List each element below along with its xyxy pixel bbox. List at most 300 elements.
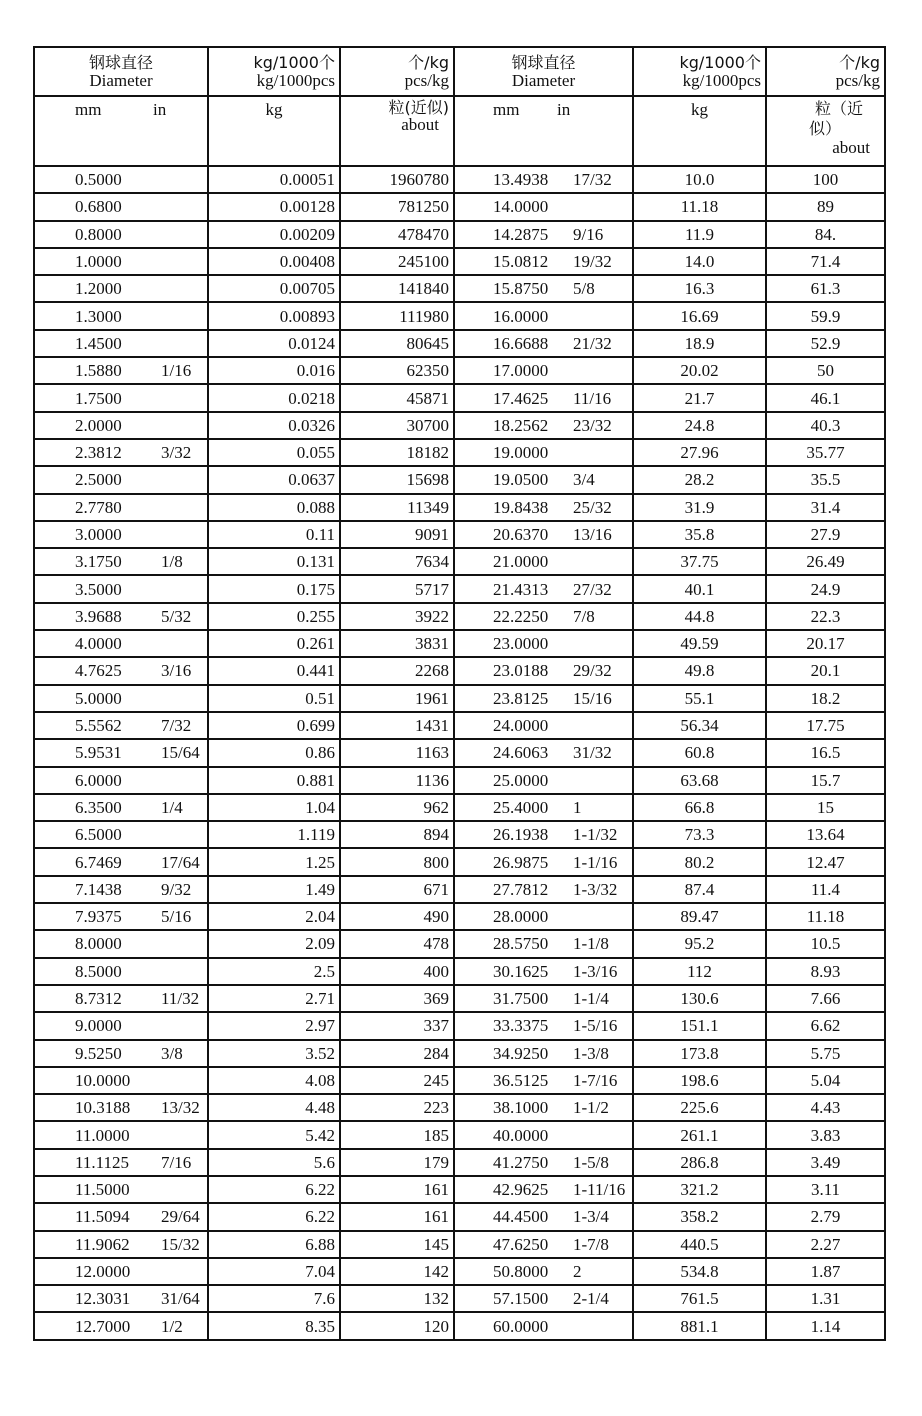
unit-diameter-right: [454, 96, 633, 166]
cell-diameter: [454, 930, 633, 957]
count-pcs: 781250: [398, 197, 449, 217]
table-row: [34, 1312, 885, 1339]
diameter-in: 17/32: [573, 170, 612, 190]
weight-kg: 11.18: [680, 197, 719, 217]
cell-count: [766, 630, 885, 657]
weight-kg: 4.08: [305, 1070, 335, 1090]
cell-weight: [633, 521, 766, 548]
diameter-in: 19/32: [573, 252, 612, 272]
weight-kg: 2.71: [305, 989, 335, 1009]
cell-count: [766, 466, 885, 493]
count-pcs: 52.9: [810, 333, 841, 353]
count-pcs: 15: [817, 797, 834, 817]
count-pcs: 100: [812, 170, 839, 190]
weight-kg: 0.0326: [288, 415, 335, 435]
cell-count: [340, 330, 454, 357]
cell-diameter: [454, 1258, 633, 1285]
unit-count-left: [340, 96, 454, 166]
diameter-mm: 42.9625: [493, 1180, 549, 1200]
cell-count: [766, 384, 885, 411]
cell-count: [340, 1121, 454, 1148]
diameter-in: 9/32: [161, 879, 192, 899]
diameter-mm: 15.0812: [493, 252, 549, 272]
weight-kg: 261.1: [680, 1125, 719, 1145]
cell-diameter: [34, 439, 208, 466]
cell-weight: [208, 712, 340, 739]
diameter-mm: 11.9062: [75, 1234, 130, 1254]
table-row: [34, 1203, 885, 1230]
diameter-in: 1-5/16: [573, 1016, 618, 1036]
cell-weight: [633, 685, 766, 712]
diameter-mm: 11.5094: [75, 1207, 130, 1227]
weight-kg: 321.2: [680, 1180, 719, 1200]
cell-diameter: [454, 248, 633, 275]
count-pcs: 369: [423, 989, 449, 1009]
cell-weight: [208, 494, 340, 521]
cell-count: [340, 739, 454, 766]
count-pcs: 3.83: [810, 1125, 841, 1145]
header-weight-right: [633, 47, 766, 96]
cell-count: [340, 1203, 454, 1230]
cell-diameter: [34, 876, 208, 903]
cell-count: [340, 1067, 454, 1094]
header-diameter-en: Diameter: [89, 70, 153, 90]
table-row: [34, 630, 885, 657]
cell-weight: [633, 330, 766, 357]
cell-diameter: [454, 330, 633, 357]
cell-weight: [208, 521, 340, 548]
count-pcs: 3.11: [810, 1180, 841, 1200]
header-diameter-cn: 钢球直径: [511, 52, 576, 72]
weight-kg: 881.1: [680, 1316, 719, 1336]
weight-kg: 11.9: [684, 224, 715, 244]
diameter-mm: 20.6370: [493, 525, 549, 544]
diameter-in: 29/64: [161, 1207, 200, 1227]
cell-count: [340, 575, 454, 602]
table-row: [34, 876, 885, 903]
table-row: [34, 603, 885, 630]
table-row: [34, 166, 885, 193]
weight-kg: 0.016: [296, 361, 335, 381]
header-weight-cn: kg/1000个: [253, 52, 335, 72]
weight-kg: 0.00893: [279, 306, 335, 326]
cell-count: [340, 521, 454, 548]
weight-kg: 761.5: [680, 1289, 719, 1309]
cell-diameter: [34, 848, 208, 875]
count-pcs: 12.47: [806, 852, 845, 872]
weight-kg: 0.255: [296, 606, 335, 626]
cell-diameter: [454, 1231, 633, 1258]
cell-weight: [633, 794, 766, 821]
weight-kg: 0.131: [296, 552, 335, 572]
unit-kg: kg: [265, 100, 283, 119]
cell-diameter: [454, 685, 633, 712]
cell-weight: [208, 221, 340, 248]
cell-count: [340, 958, 454, 985]
diameter-in: 29/32: [573, 661, 612, 681]
weight-kg: 173.8: [680, 1043, 719, 1063]
unit-mm: mm: [493, 100, 520, 119]
cell-diameter: [454, 1040, 633, 1067]
count-pcs: 50: [817, 361, 834, 381]
cell-count: [340, 1258, 454, 1285]
cell-count: [340, 439, 454, 466]
cell-count: [766, 767, 885, 794]
cell-count: [766, 1012, 885, 1039]
diameter-mm: 17.4625: [493, 388, 549, 408]
weight-kg: 56.34: [680, 716, 719, 736]
count-pcs: 962: [423, 797, 449, 817]
cell-weight: [633, 548, 766, 575]
weight-kg: 0.088: [296, 497, 335, 517]
cell-weight: [633, 1121, 766, 1148]
header-count-left: [340, 47, 454, 96]
table-row: [34, 657, 885, 684]
cell-weight: [208, 275, 340, 302]
weight-kg: 2.09: [305, 934, 335, 954]
cell-weight: [633, 657, 766, 684]
unit-diameter-left: [34, 96, 208, 166]
diameter-mm: 31.7500: [493, 989, 549, 1009]
cell-count: [340, 1012, 454, 1039]
cell-diameter: [454, 1121, 633, 1148]
table-row: [34, 275, 885, 302]
weight-kg: 0.00705: [279, 279, 335, 299]
count-pcs: 161: [423, 1180, 449, 1200]
cell-count: [766, 657, 885, 684]
diameter-in: 7/16: [161, 1152, 192, 1172]
cell-count: [340, 466, 454, 493]
cell-diameter: [34, 521, 208, 548]
table-row: [34, 1121, 885, 1148]
diameter-mm: 17.0000: [493, 361, 549, 381]
table-row: [34, 767, 885, 794]
unit-in: in: [153, 100, 167, 119]
cell-count: [340, 767, 454, 794]
cell-weight: [208, 794, 340, 821]
count-pcs: 45871: [406, 388, 449, 408]
cell-count: [766, 685, 885, 712]
count-pcs: 40.3: [810, 415, 841, 435]
cell-diameter: [34, 1176, 208, 1203]
table-row: [34, 1231, 885, 1258]
diameter-mm: 26.9875: [493, 852, 549, 872]
diameter-in: 1-1/8: [573, 934, 609, 954]
diameter-in: 31/32: [573, 743, 612, 763]
cell-weight: [633, 466, 766, 493]
table-row: [34, 466, 885, 493]
diameter-mm: 6.0000: [75, 770, 122, 790]
count-pcs: 89: [817, 197, 834, 217]
diameter-in: 15/64: [161, 743, 200, 763]
weight-kg: 16.3: [684, 279, 715, 299]
cell-weight: [208, 848, 340, 875]
table-row: [34, 1258, 885, 1285]
count-pcs: 284: [423, 1043, 449, 1063]
header-count-en: pcs/kg: [404, 70, 449, 90]
cell-weight: [208, 1176, 340, 1203]
cell-weight: [633, 848, 766, 875]
weight-kg: 151.1: [680, 1016, 719, 1036]
cell-weight: [633, 439, 766, 466]
cell-count: [766, 330, 885, 357]
cell-count: [766, 521, 885, 548]
count-pcs: 1.14: [810, 1316, 841, 1336]
diameter-mm: 15.8750: [493, 279, 549, 299]
cell-count: [766, 876, 885, 903]
cell-weight: [208, 1121, 340, 1148]
cell-weight: [208, 1012, 340, 1039]
weight-kg: 0.055: [296, 443, 335, 463]
diameter-in: 1-7/16: [573, 1070, 618, 1090]
cell-weight: [208, 821, 340, 848]
cell-diameter: [454, 712, 633, 739]
diameter-mm: 4.7625: [75, 661, 122, 681]
count-pcs: 22.3: [810, 606, 841, 626]
diameter-in: 1-1/2: [573, 1098, 609, 1118]
approx-label-line1: 粒（近: [815, 99, 864, 118]
unit-mm: mm: [75, 100, 102, 119]
cell-diameter: [454, 439, 633, 466]
diameter-in: 1/8: [161, 552, 183, 572]
diameter-mm: 24.0000: [493, 716, 549, 736]
cell-count: [766, 739, 885, 766]
cell-diameter: [454, 985, 633, 1012]
table-row: [34, 494, 885, 521]
cell-count: [340, 1312, 454, 1339]
cell-count: [340, 275, 454, 302]
cell-weight: [633, 1285, 766, 1312]
cell-weight: [208, 657, 340, 684]
count-pcs: 132: [423, 1289, 449, 1309]
cell-count: [766, 958, 885, 985]
weight-kg: 0.699: [296, 716, 335, 736]
cell-diameter: [34, 1203, 208, 1230]
about-label: about: [832, 138, 870, 157]
cell-diameter: [454, 548, 633, 575]
weight-kg: 7.6: [313, 1289, 335, 1309]
diameter-mm: 44.4500: [493, 1207, 549, 1227]
header-diameter-cn: 钢球直径: [88, 52, 153, 72]
cell-diameter: [454, 876, 633, 903]
count-pcs: 20.17: [806, 634, 845, 654]
cell-count: [340, 1231, 454, 1258]
header-weight-left: [208, 47, 340, 96]
diameter-mm: 50.8000: [493, 1262, 549, 1282]
count-pcs: 120: [423, 1316, 449, 1336]
weight-kg: 5.42: [305, 1125, 335, 1145]
weight-kg: 16.69: [680, 306, 719, 326]
cell-diameter: [34, 1067, 208, 1094]
diameter-mm: 13.4938: [493, 170, 549, 190]
diameter-mm: 11.1125: [75, 1152, 129, 1172]
diameter-in: 1-1/32: [573, 825, 618, 845]
diameter-in: 2-1/4: [573, 1289, 609, 1309]
header-weight-en: kg/1000pcs: [682, 70, 761, 90]
cell-weight: [633, 1067, 766, 1094]
cell-count: [340, 930, 454, 957]
diameter-mm: 23.0000: [493, 634, 549, 654]
cell-weight: [633, 1040, 766, 1067]
count-pcs: 245100: [398, 252, 449, 272]
cell-weight: [208, 1312, 340, 1339]
cell-weight: [208, 439, 340, 466]
diameter-mm: 6.3500: [75, 797, 122, 817]
cell-diameter: [34, 985, 208, 1012]
cell-count: [766, 794, 885, 821]
cell-count: [766, 548, 885, 575]
cell-count: [340, 548, 454, 575]
cell-weight: [633, 193, 766, 220]
count-pcs: 16.5: [810, 743, 841, 763]
table-row: [34, 357, 885, 384]
count-pcs: 24.9: [810, 579, 841, 599]
weight-kg: 0.175: [296, 579, 335, 599]
cell-diameter: [454, 848, 633, 875]
cell-count: [340, 302, 454, 329]
weight-kg: 14.0: [684, 252, 715, 272]
diameter-mm: 12.7000: [75, 1316, 131, 1336]
count-pcs: 2.79: [810, 1207, 841, 1227]
cell-count: [340, 657, 454, 684]
cell-diameter: [34, 603, 208, 630]
diameter-mm: 34.9250: [493, 1043, 549, 1063]
cell-count: [340, 193, 454, 220]
cell-count: [766, 712, 885, 739]
diameter-mm: 11.5000: [75, 1180, 130, 1200]
cell-weight: [633, 876, 766, 903]
weight-kg: 0.86: [305, 743, 335, 763]
table-row: [34, 1094, 885, 1121]
count-pcs: 1960780: [389, 170, 449, 190]
diameter-mm: 11.0000: [75, 1125, 130, 1145]
cell-diameter: [454, 412, 633, 439]
weight-kg: 225.6: [680, 1098, 719, 1118]
cell-weight: [633, 1012, 766, 1039]
weight-kg: 0.00209: [279, 224, 335, 244]
diameter-in: 2: [573, 1262, 582, 1282]
cell-count: [766, 1312, 885, 1339]
weight-kg: 1.04: [305, 797, 335, 817]
count-pcs: 11.18: [806, 907, 845, 927]
weight-kg: 21.7: [684, 388, 715, 408]
count-pcs: 71.4: [810, 252, 841, 272]
diameter-mm: 30.1625: [493, 961, 549, 981]
cell-count: [340, 685, 454, 712]
approx-label: 粒(近似): [388, 98, 449, 117]
weight-kg: 0.441: [296, 661, 335, 681]
count-pcs: 59.9: [810, 306, 841, 326]
count-pcs: 2.27: [810, 1234, 841, 1254]
cell-count: [340, 357, 454, 384]
cell-weight: [208, 876, 340, 903]
diameter-in: 1-1/16: [573, 852, 618, 872]
count-pcs: 1136: [415, 770, 449, 790]
header-diameter-right: [454, 47, 633, 96]
count-pcs: 9091: [415, 525, 449, 544]
cell-weight: [208, 548, 340, 575]
cell-diameter: [34, 1040, 208, 1067]
approx-label-line2: 似）: [809, 119, 842, 138]
weight-kg: 0.00408: [279, 252, 335, 272]
cell-diameter: [34, 657, 208, 684]
table-row: [34, 384, 885, 411]
diameter-in: 1-3/4: [573, 1207, 609, 1227]
count-pcs: 478: [423, 934, 449, 954]
diameter-mm: 3.9688: [75, 606, 122, 626]
cell-count: [340, 1149, 454, 1176]
diameter-mm: 40.0000: [493, 1125, 549, 1145]
header-weight-cn: kg/1000个: [679, 52, 761, 72]
table-row: [34, 193, 885, 220]
cell-weight: [633, 1149, 766, 1176]
cell-weight: [208, 1231, 340, 1258]
diameter-mm: 2.0000: [75, 415, 122, 435]
weight-kg: 44.8: [684, 606, 715, 626]
diameter-mm: 36.5125: [493, 1070, 549, 1090]
diameter-in: 1-3/16: [573, 961, 618, 981]
weight-kg: 10.0: [684, 170, 715, 190]
cell-diameter: [454, 958, 633, 985]
table-row: [34, 521, 885, 548]
cell-count: [766, 1285, 885, 1312]
cell-diameter: [34, 357, 208, 384]
count-pcs: 141840: [398, 279, 449, 299]
weight-kg: 40.1: [684, 579, 715, 599]
cell-diameter: [454, 357, 633, 384]
table-row: [34, 903, 885, 930]
cell-diameter: [454, 903, 633, 930]
diameter-mm: 0.6800: [75, 197, 122, 217]
count-pcs: 1431: [415, 716, 449, 736]
diameter-mm: 28.0000: [493, 907, 549, 927]
cell-diameter: [454, 1149, 633, 1176]
cell-diameter: [454, 603, 633, 630]
weight-kg: 534.8: [680, 1262, 719, 1282]
diameter-mm: 1.7500: [75, 388, 122, 408]
weight-kg: 63.68: [680, 770, 719, 790]
weight-kg: 66.8: [684, 797, 715, 817]
unit-count-right: [766, 96, 885, 166]
diameter-mm: 1.4500: [75, 333, 122, 353]
cell-count: [340, 1176, 454, 1203]
cell-weight: [633, 985, 766, 1012]
weight-kg: 0.0637: [288, 470, 335, 490]
cell-weight: [633, 958, 766, 985]
cell-diameter: [34, 1012, 208, 1039]
weight-kg: 3.52: [305, 1043, 335, 1063]
count-pcs: 1163: [415, 743, 449, 763]
cell-count: [340, 985, 454, 1012]
weight-kg: 20.02: [680, 361, 719, 381]
diameter-mm: 19.0000: [493, 443, 549, 463]
cell-count: [340, 1285, 454, 1312]
cell-diameter: [34, 930, 208, 957]
cell-diameter: [34, 794, 208, 821]
table-row: [34, 821, 885, 848]
cell-diameter: [34, 466, 208, 493]
count-pcs: 62350: [406, 361, 449, 381]
weight-kg: 28.2: [684, 470, 715, 490]
table-row: [34, 848, 885, 875]
diameter-mm: 27.7812: [493, 879, 549, 899]
cell-count: [340, 821, 454, 848]
diameter-mm: 24.6063: [493, 743, 549, 763]
weight-kg: 7.04: [305, 1262, 335, 1282]
cell-diameter: [34, 630, 208, 657]
count-pcs: 17.75: [806, 716, 845, 736]
weight-kg: 49.8: [684, 661, 715, 681]
